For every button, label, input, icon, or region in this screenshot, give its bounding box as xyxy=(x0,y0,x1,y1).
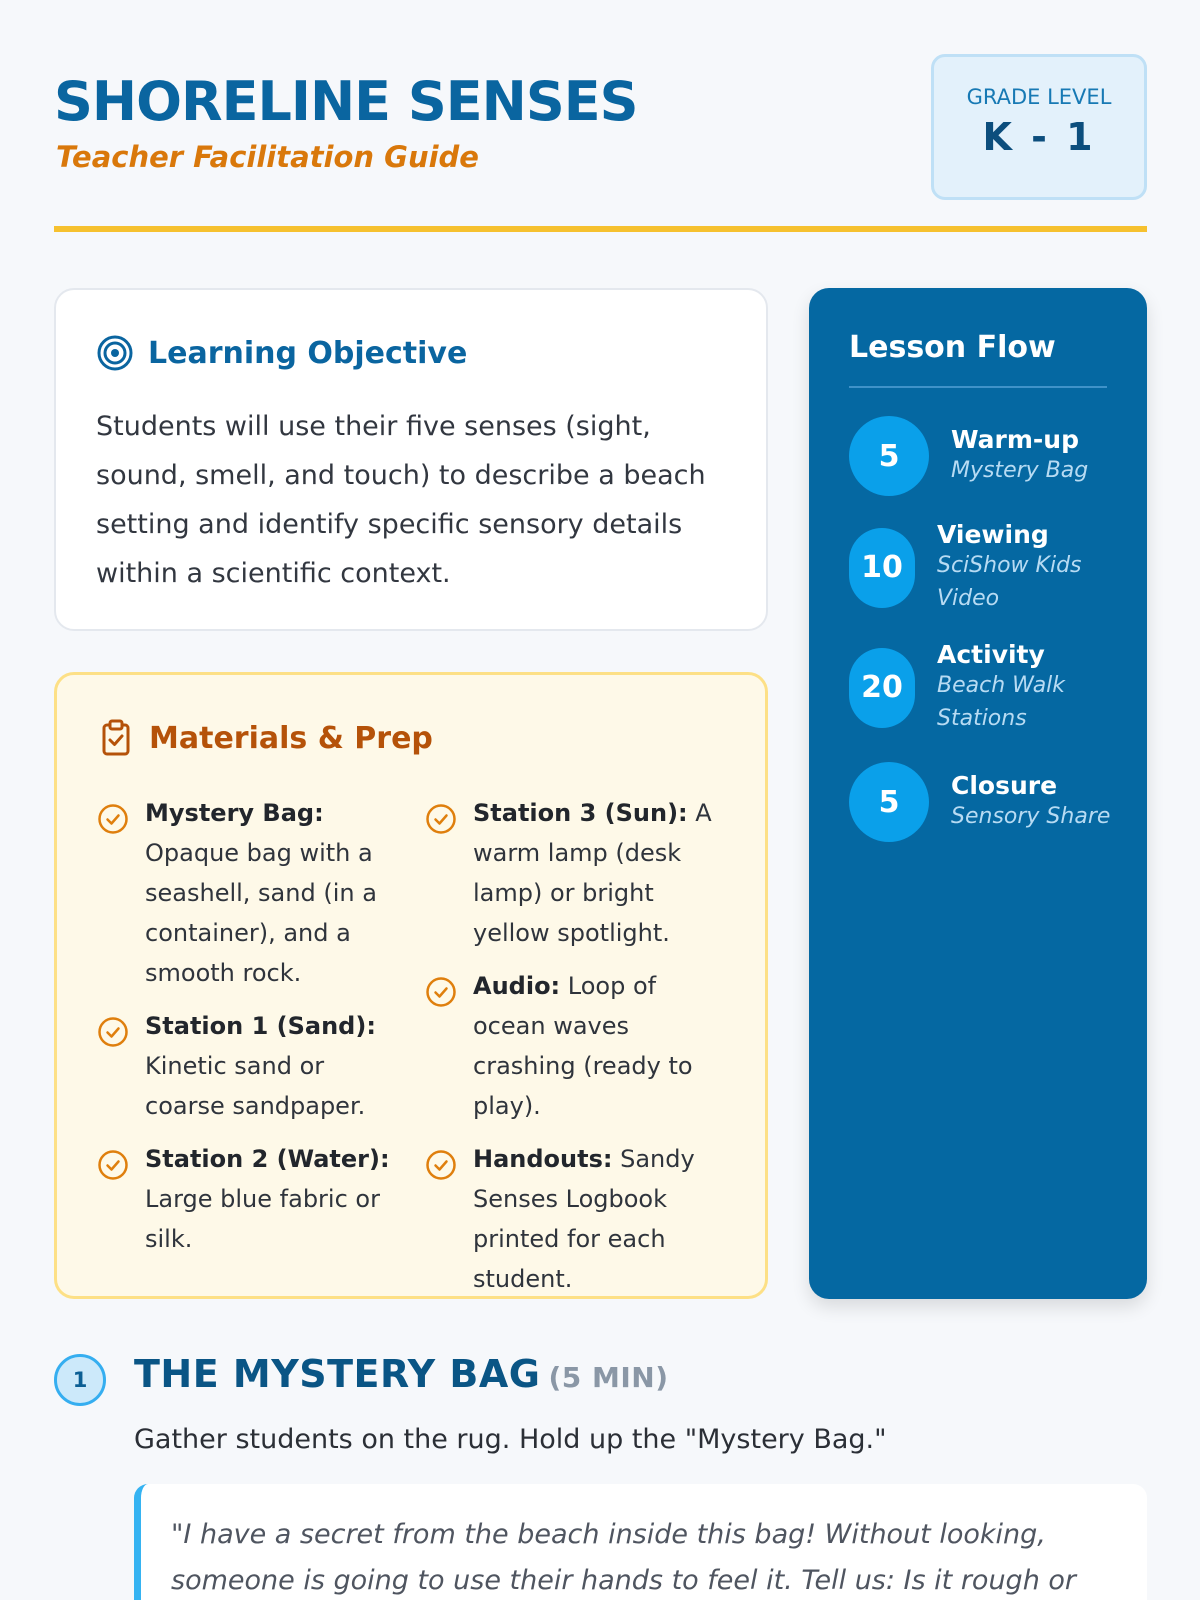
check-circle-icon xyxy=(97,803,129,835)
step-name: Activity xyxy=(937,640,1045,669)
materials-title: Materials & Prep xyxy=(149,720,433,756)
step-text xyxy=(937,640,1107,735)
step-minutes-badge: 5 xyxy=(849,762,929,842)
learning-objective-text: Students will use their five senses (sight, sound, smell, and touch) to describe a beach setting and identify specific sensory details within a scientific context. xyxy=(96,411,706,589)
flow-step-closure xyxy=(849,762,1121,842)
learning-objective-title: Learning Objective xyxy=(148,335,468,371)
step-desc: Sensory Share xyxy=(951,804,1111,829)
check-circle-icon xyxy=(97,1016,129,1048)
list-item xyxy=(97,1139,397,1259)
material-label: Station 3 (Sun): xyxy=(473,799,688,827)
step-minutes-badge: 5 xyxy=(849,416,929,496)
step-name: Closure xyxy=(951,771,1058,800)
step-minutes-badge: 10 xyxy=(849,528,915,608)
material-label: Mystery Bag: xyxy=(145,799,324,827)
header-divider xyxy=(54,226,1147,232)
materials-list-left xyxy=(97,793,397,1272)
grade-level-badge xyxy=(931,54,1147,200)
material-label: Audio: xyxy=(473,972,561,1000)
list-item xyxy=(97,1006,397,1126)
flow-step-activity xyxy=(849,640,1107,735)
list-item xyxy=(425,966,725,1126)
material-text: Large blue fabric or silk. xyxy=(145,1185,380,1253)
check-circle-icon xyxy=(425,1149,457,1181)
page-title: SHORELINE SENSES xyxy=(54,70,638,133)
step-text xyxy=(937,520,1107,615)
flow-step-warm-up xyxy=(849,416,1121,496)
step-text xyxy=(951,425,1121,487)
page-subtitle: Teacher Facilitation Guide xyxy=(56,140,479,174)
lesson-guide-page xyxy=(54,0,1147,1600)
section-time: (5 MIN) xyxy=(548,1361,669,1394)
check-circle-icon xyxy=(425,976,457,1008)
list-item xyxy=(425,1139,725,1299)
lesson-flow-divider xyxy=(849,386,1107,388)
lesson-flow-panel xyxy=(809,288,1147,1299)
target-icon xyxy=(96,334,134,372)
flow-step-viewing xyxy=(849,520,1107,615)
section-intro: Gather students on the rug. Hold up the "Mystery Bag." xyxy=(134,1424,887,1455)
lesson-flow-title: Lesson Flow xyxy=(849,330,1056,365)
material-text: Loop of ocean waves crashing (ready to play). xyxy=(473,972,693,1120)
material-text: A warm lamp (desk lamp) or bright yellow spotlight. xyxy=(473,799,712,947)
material-text: Kinetic sand or coarse sandpaper. xyxy=(145,1052,366,1120)
material-text: Opaque bag with a seashell, sand (in a container), and a smooth rock. xyxy=(145,839,377,987)
section-number-badge: 1 xyxy=(54,1354,106,1406)
header xyxy=(54,70,1147,230)
grade-level-label: GRADE LEVEL xyxy=(966,85,1112,109)
step-text xyxy=(951,771,1121,833)
material-label: Station 2 (Water): xyxy=(145,1145,390,1173)
check-circle-icon xyxy=(425,803,457,835)
step-minutes-badge: 20 xyxy=(849,648,915,728)
materials-card xyxy=(54,672,768,1299)
learning-objective-card xyxy=(54,288,768,631)
step-desc: SciShow Kids Video xyxy=(937,553,1082,611)
list-item xyxy=(425,793,725,953)
list-item xyxy=(97,793,397,993)
material-label: Station 1 (Sand): xyxy=(145,1012,376,1040)
section-title xyxy=(134,1352,669,1396)
step-name: Viewing xyxy=(937,520,1049,549)
step-name: Warm-up xyxy=(951,425,1080,454)
step-desc: Beach Walk Stations xyxy=(937,673,1066,731)
learning-objective-header xyxy=(96,334,467,372)
step-desc: Mystery Bag xyxy=(951,458,1089,483)
quote-text: "I have a secret from the beach inside this bag! Without looking, someone is going to use their hands to feel it. Tell us: Is it rough or xyxy=(171,1519,1077,1596)
material-text: Sandy Senses Logbook printed for each student. xyxy=(473,1145,695,1293)
materials-list-right xyxy=(425,793,725,1312)
clipboard-check-icon xyxy=(97,719,135,757)
section-mystery-bag xyxy=(54,1350,1147,1600)
materials-header xyxy=(97,719,433,757)
grade-level-value: K - 1 xyxy=(982,115,1096,159)
teacher-script-quote xyxy=(134,1484,1147,1600)
check-circle-icon xyxy=(97,1149,129,1181)
section-title-text: THE MYSTERY BAG xyxy=(134,1352,541,1396)
material-label: Handouts: xyxy=(473,1145,613,1173)
